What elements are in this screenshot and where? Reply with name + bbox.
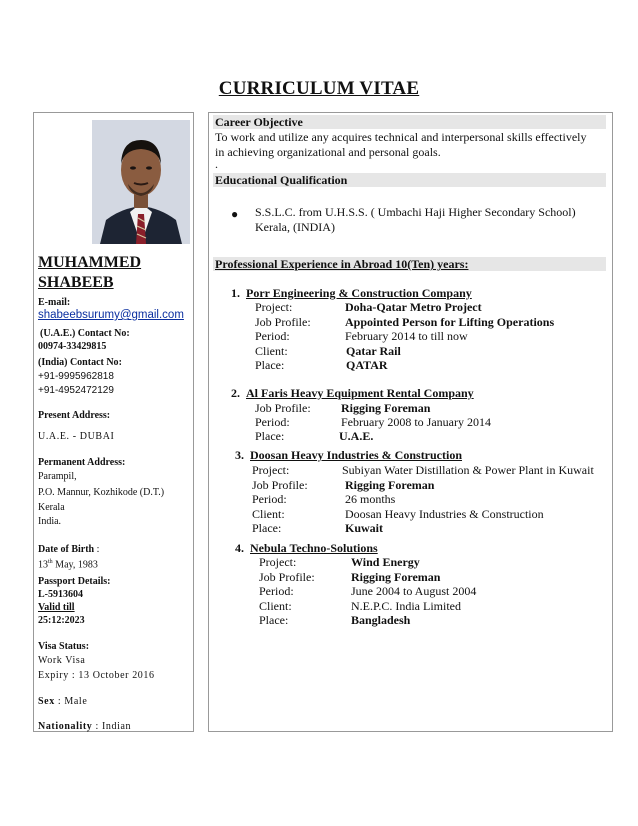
detail-key: Client: xyxy=(255,344,288,358)
detail-key: Project: xyxy=(259,555,297,569)
detail-key: Job Profile: xyxy=(255,315,311,329)
detail-value: U.A.E. xyxy=(339,429,374,443)
uae-contact-number: 00974-33429815 xyxy=(38,341,107,352)
document-title: CURRICULUM VITAE xyxy=(218,78,420,99)
detail-value: Rigging Foreman xyxy=(351,570,441,584)
job-title xyxy=(231,386,474,401)
job-number: 2. xyxy=(231,386,240,400)
email-label: E-mail: xyxy=(38,297,71,308)
job-company: Nebula Techno-Solutions xyxy=(250,541,378,555)
sex-value: Male xyxy=(64,696,88,707)
job-number: 3. xyxy=(235,448,244,462)
india-contact-number-2: +91-4952472129 xyxy=(38,385,114,396)
education-item-line-2: Kerala, (INDIA) xyxy=(255,220,335,234)
visa-type: Work Visa xyxy=(38,655,86,666)
sex-label: Sex xyxy=(38,696,55,707)
permanent-address-label: Permanent Address: xyxy=(38,457,126,468)
career-objective-dot: . xyxy=(215,157,218,171)
present-address-label: Present Address: xyxy=(38,410,111,421)
detail-value: June 2004 to August 2004 xyxy=(351,584,477,598)
main-content-panel xyxy=(208,112,613,732)
detail-value: Subiyan Water Distillation & Power Plant in Kuwait xyxy=(342,463,594,477)
dob-value xyxy=(38,556,98,571)
detail-key: Period: xyxy=(255,415,290,429)
detail-value: Qatar Rail xyxy=(346,344,401,358)
career-objective-text-1: To work and utilize any acquires technical and interpersonal skills effectively xyxy=(215,130,587,144)
nationality-value: Indian xyxy=(101,721,132,732)
india-contact-label-wrap: (India) Contact No: xyxy=(38,357,122,368)
dob-label: Date of Birth xyxy=(38,544,95,555)
job-company: Porr Engineering & Construction Company xyxy=(246,286,472,300)
career-objective-heading: Career Objective xyxy=(213,115,606,129)
detail-key: Client: xyxy=(252,507,285,521)
detail-key: Project: xyxy=(255,300,293,314)
detail-key: Place: xyxy=(252,521,282,535)
candidate-name xyxy=(38,253,141,293)
valid-till-date: 25:12:2023 xyxy=(38,615,85,626)
india-contact-label: (India) Contact No xyxy=(38,357,119,368)
person-portrait-icon xyxy=(92,120,190,244)
detail-value: Rigging Foreman xyxy=(345,478,435,492)
detail-key: Period: xyxy=(259,584,294,598)
education-heading: Educational Qualification xyxy=(213,173,606,187)
dob-day: 13 xyxy=(38,559,48,571)
job-title xyxy=(231,286,472,301)
experience-heading: Professional Experience in Abroad 10(Ten) years: xyxy=(213,257,606,271)
india-contact-number-1: +91-9995962818 xyxy=(38,371,114,382)
visa-status-label: Visa Status: xyxy=(38,641,90,652)
detail-key: Place: xyxy=(259,613,289,627)
detail-value: February 2008 to January 2014 xyxy=(341,415,491,429)
bullet-icon: ● xyxy=(231,207,239,221)
detail-value: QATAR xyxy=(346,358,388,372)
detail-key: Job Profile: xyxy=(259,570,315,584)
permanent-address-line: India. xyxy=(38,516,62,527)
job-title xyxy=(235,541,378,556)
detail-value: Kuwait xyxy=(345,521,384,535)
nationality-label: Nationality xyxy=(38,721,93,732)
job-company: Doosan Heavy Industries & Construction xyxy=(250,448,463,462)
detail-key: Place: xyxy=(255,358,285,372)
job-company: Al Faris Heavy Equipment Rental Company xyxy=(246,386,474,400)
detail-value: 26 months xyxy=(345,492,396,506)
valid-till-label: Valid till xyxy=(38,602,75,613)
detail-key: Period: xyxy=(252,492,287,506)
job-title xyxy=(235,448,462,463)
present-address: U.A.E. - DUBAI xyxy=(38,431,115,442)
detail-key: Place: xyxy=(255,429,285,443)
dob-suffix: th xyxy=(48,559,53,565)
detail-value: Wind Energy xyxy=(351,555,420,569)
detail-value: Doha-Qatar Metro Project xyxy=(345,300,482,314)
email-link[interactable]: shabeebsurumy@gmail.com xyxy=(38,309,184,321)
job-number: 4. xyxy=(235,541,244,555)
passport-label: Passport Details: xyxy=(38,576,111,587)
permanent-address-line: P.O. Mannur, Kozhikode (D.T.) xyxy=(38,487,165,498)
passport-number: L-5913604 xyxy=(38,589,83,600)
visa-expiry: Expiry : 13 October 2016 xyxy=(38,670,155,681)
detail-key: Job Profile: xyxy=(255,401,311,415)
personal-details-panel xyxy=(33,112,194,732)
dob-rest: May, 1983 xyxy=(55,559,98,571)
detail-key: Period: xyxy=(255,329,290,343)
profile-photo xyxy=(92,120,190,244)
dob-label-wrap: Date of Birth : xyxy=(38,544,100,555)
name-line-2: SHABEEB xyxy=(38,274,114,291)
detail-value: Doosan Heavy Industries & Construction xyxy=(345,507,544,521)
detail-key: Project: xyxy=(252,463,290,477)
sex-line: Sex : Male xyxy=(38,696,88,707)
permanent-address-line: Parampil, xyxy=(38,471,77,482)
detail-key: Job Profile: xyxy=(252,478,308,492)
name-line-1: MUHAMMED xyxy=(38,254,142,271)
job-number: 1. xyxy=(231,286,240,300)
nationality-line: Nationality : Indian xyxy=(38,721,132,732)
permanent-address-line: Kerala xyxy=(38,502,65,513)
detail-value: Bangladesh xyxy=(351,613,411,627)
detail-value: N.E.P.C. India Limited xyxy=(351,599,461,613)
detail-value: February 2014 to till now xyxy=(345,329,468,343)
detail-value: Rigging Foreman xyxy=(341,401,431,415)
career-objective-text-2: in achieving organizational and personal goals. xyxy=(215,145,441,159)
detail-key: Client: xyxy=(259,599,292,613)
education-item-line-1: S.S.L.C. from U.H.S.S. ( Umbachi Haji Higher Secondary School) xyxy=(255,205,576,219)
detail-value: Appointed Person for Lifting Operations xyxy=(345,315,555,329)
uae-contact-label: (U.A.E.) Contact No: xyxy=(40,328,130,339)
